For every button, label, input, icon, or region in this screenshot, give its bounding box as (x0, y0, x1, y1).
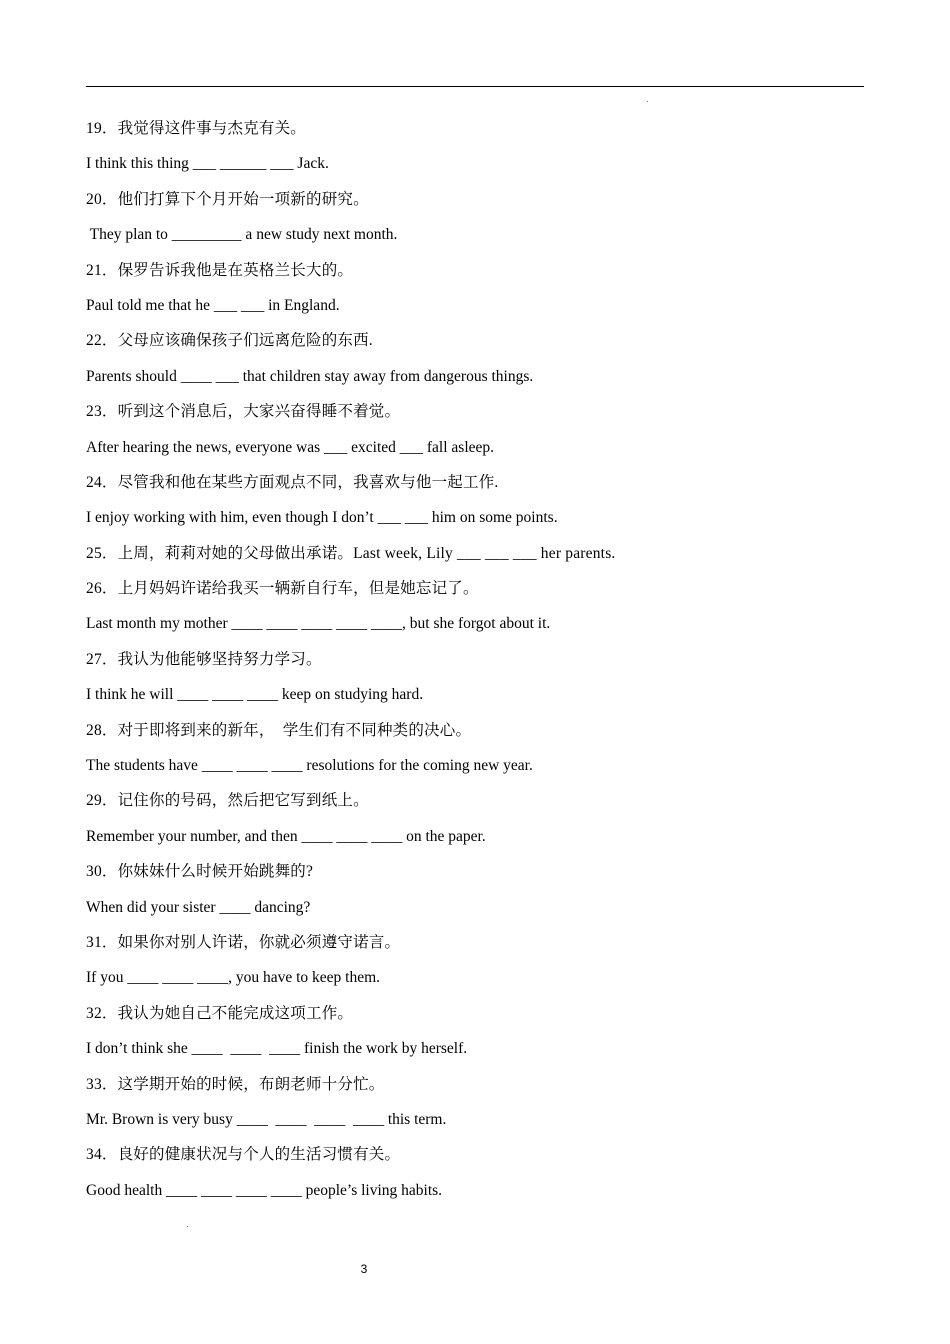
question-23-sentence: After hearing the news, everyone was ___ excited ___ fall asleep. (86, 438, 495, 456)
question-24-sentence: I enjoy working with him, even though I don’t ___ ___ him on some points. (86, 509, 558, 527)
question-31-sentence: If you ____ ____ ____, you have to keep them. (86, 969, 381, 987)
scan-dot (187, 1226, 188, 1227)
question-19-prompt: 19．我觉得这件事与杰克有关。 (86, 120, 307, 137)
question-34-prompt: 34．良好的健康状况与个人的生活习惯有关。 (86, 1146, 401, 1164)
page-number: 3 (360, 1262, 368, 1276)
question-29-prompt: 29．记住你的号码，然后把它写到纸上。 (86, 792, 369, 810)
question-33-prompt: 33．这学期开始的时候，布朗老师十分忙。 (86, 1075, 385, 1093)
question-26-sentence: Last month my mother ____ ____ ____ ____ ____, but she forgot about it. (86, 615, 551, 633)
question-19-sentence: I think this thing ___ ______ ___ Jack. (86, 155, 329, 173)
question-21-sentence: Paul told me that he ___ ___ in England. (86, 296, 340, 314)
question-23-prompt: 23．听到这个消息后，大家兴奋得睡不着觉。 (86, 403, 401, 421)
question-21-prompt: 21．保罗告诉我他是在英格兰长大的。 (86, 261, 354, 279)
header-rule (86, 86, 864, 87)
scan-dot (647, 101, 648, 102)
question-31-prompt: 31．如果你对别人许诺，你就必须遵守诺言。 (86, 933, 401, 951)
question-28-sentence: The students have ____ ____ ____ resolutions for the coming new year. (86, 757, 533, 775)
question-34-sentence: Good health ____ ____ ____ ____ people’s living habits. (86, 1181, 443, 1199)
question-27-prompt: 27．我认为他能够坚持努力学习。 (86, 650, 322, 668)
exercise-content (86, 111, 876, 1208)
question-24-prompt: 24．尽管我和他在某些方面观点不同，我喜欢与他一起工作. (86, 473, 499, 491)
question-32-sentence: I don’t think she ____ ____ ____ finish the work by herself. (86, 1040, 468, 1058)
question-28-prompt: 28．对于即将到来的新年， 学生们有不同种类的决心。 (86, 721, 472, 739)
question-30-prompt: 30．你妹妹什么时候开始跳舞的? (86, 863, 314, 881)
question-25-prompt-and-sentence: 25．上周，莉莉对她的父母做出承诺。Last week, Lily ___ ___ ___ her parents. (86, 544, 616, 562)
question-27-sentence: I think he will ____ ____ ____ keep on studying hard. (86, 686, 424, 704)
question-26-prompt: 26．上月妈妈许诺给我买一辆新自行车，但是她忘记了。 (86, 580, 479, 598)
question-22-sentence: Parents should ____ ___ that children stay away from dangerous things. (86, 367, 534, 385)
question-33-sentence: Mr. Brown is very busy ____ ____ ____ ____ this term. (86, 1110, 447, 1128)
question-22-prompt: 22．父母应该确保孩子们远离危险的东西. (86, 332, 373, 350)
question-32-prompt: 32．我认为她自己不能完成这项工作。 (86, 1004, 354, 1022)
question-20-prompt: 20．他们打算下个月开始一项新的研究。 (86, 190, 369, 208)
question-20-sentence: They plan to _________ a new study next month. (86, 226, 398, 244)
question-30-sentence: When did your sister ____ dancing? (86, 898, 311, 916)
question-29-sentence: Remember your number, and then ____ ____ ____ on the paper. (86, 827, 486, 845)
